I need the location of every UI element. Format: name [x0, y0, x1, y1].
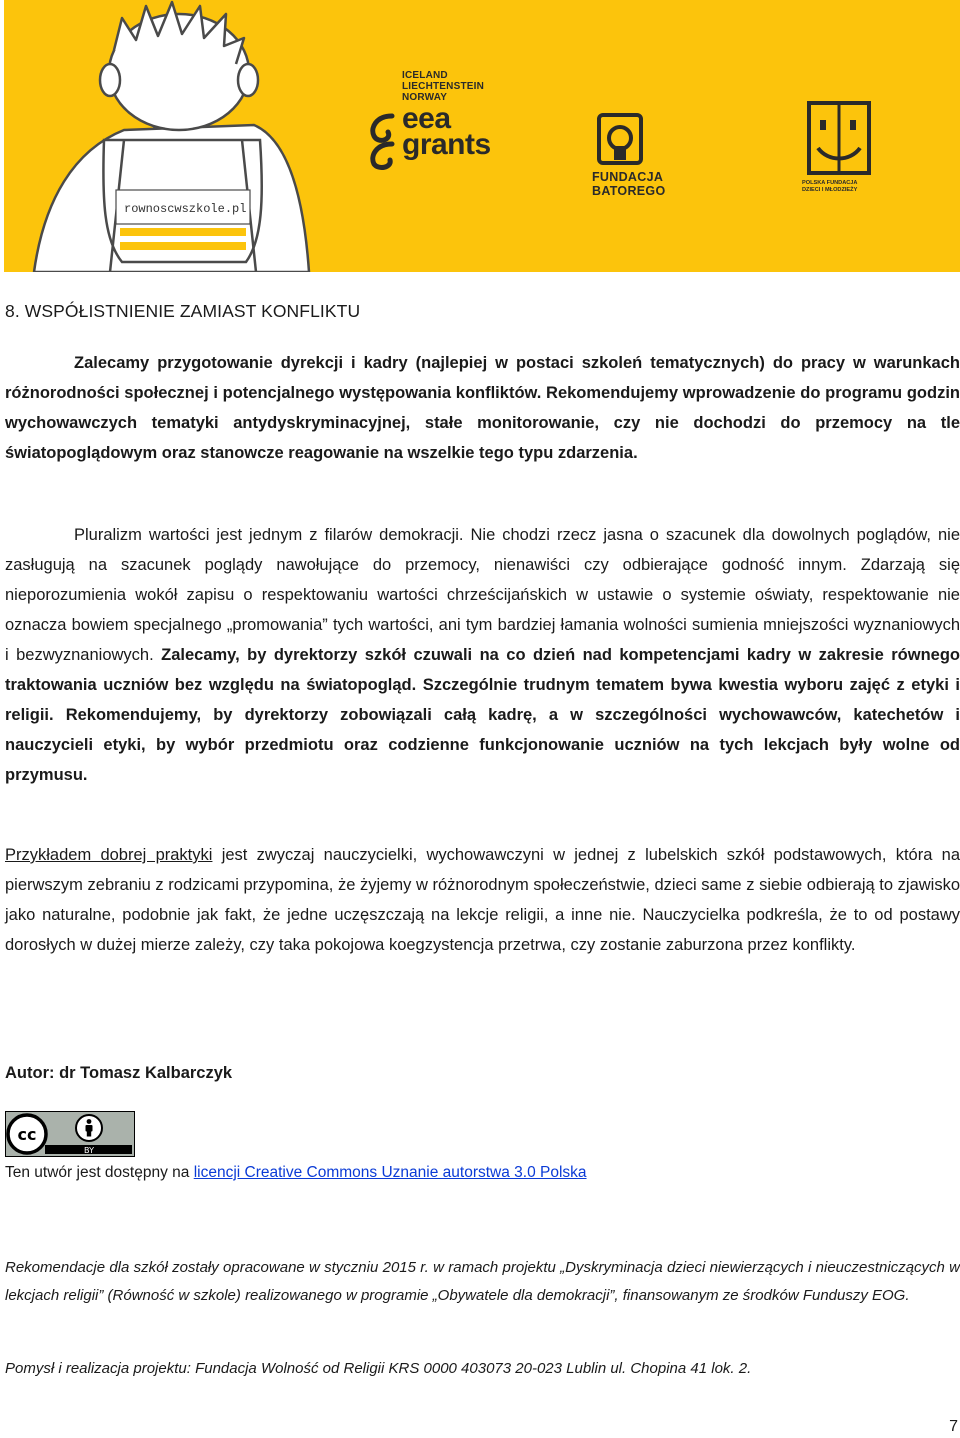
eea-words: eea grants: [402, 102, 491, 161]
paragraph-pluralism-text: Pluralizm wartości jest jednym z filarów demokracji. Nie chodzi rzecz jasna o szacunek dla dowolnych poglądów, nie zasługują na szacunek poglądy nawołujące do przemocy, nienawiści czy odbierające godność innym. Zdarzają się nieporozumienia wokół zapisu o respektowaniu wartości chrześcijańskich w ustawie o systemie oświaty, respektowanie nie oznacza bowiem specjalnego „promowania” tych wartości, ani tym bardziej łamania wolności sumienia mniejszości wyznaniowych i bezwyznaniowych.: [5, 526, 960, 664]
paragraph-recommendation-text: Zalecamy przygotowanie dyrekcji i kadry (najlepiej w postaci szkoleń tematycznych) do pracy w warunkach różnorodności społecznej i potencjalnego występowania konfliktów. Rekomendujemy wprowadzenie do programu godzin wychowawczych tematyki antydyskryminacyjnej, stałe monitorowanie, czy nie dochodzi do przemocy na tle światopoglądowym oraz stanowcze reagowanie na wszelkie tego typu zdarzenia.: [5, 354, 960, 462]
good-practice-text: jest zwyczaj nauczycielki, wychowawczyni w jednej z lubelskich szkół podstawowych, która na pierwszym zebraniu z rodzicami przypomina, że żyjemy w różnorodnym społeczeństwie, dzieci same z siebie odbierają to zjawisko jako naturalne, podobnie jak fakt, że jedne uczęszczają na lekcje religii, a inne nie. Nauczycielka podkreśla, że to od postawy dorosłych w dużej mierze zależy, czy taka pokojowa koegzystencja przetrwa, czy zostanie zaburzona przez konflikty.: [5, 846, 960, 954]
pfdm-logo: [804, 100, 874, 210]
cc-icon: cc: [17, 1125, 37, 1144]
license-link[interactable]: licencji Creative Commons Uznanie autorstwa 3.0 Polska: [193, 1164, 587, 1181]
header-banner: [4, 0, 960, 272]
author-line: Autor: dr Tomasz Kalbarczyk: [5, 1064, 233, 1082]
license-line: [5, 1162, 587, 1184]
batory-emblem-icon: [596, 112, 644, 166]
pfdm-label: POLSKA FUNDACJA DZIECI I MŁODZIEŻY: [802, 180, 858, 193]
project-footnote: Rekomendacje dla szkół zostały opracowane w styczniu 2015 r. w ramach projektu „Dyskryminacja dzieci niewierzących i nieuczestniczących w lekcjach religii” (Równość w szkole) realizowanego w programie „Obywatele dla demokracji”, finansowanym ze środków Funduszy EOG.: [5, 1259, 960, 1304]
eea-countries: ICELAND LIECHTENSTEIN NORWAY: [402, 70, 485, 103]
batory-label: FUNDACJA BATOREGO: [592, 170, 666, 198]
fundacja-batorego-logo: [592, 112, 682, 202]
page-number: 7: [949, 1418, 958, 1435]
project-credit: Pomysł i realizacja projektu: Fundacja Wolność od Religii KRS 0000 403073 20-023 Lublin ul. Chopina 41 lok. 2.: [5, 1360, 752, 1377]
eea-grants-mark-icon: [366, 110, 398, 170]
cc-by-badge[interactable]: [5, 1111, 135, 1157]
good-practice-label: Przykładem dobrej praktyki: [5, 846, 213, 864]
paragraph-pluralism: [5, 520, 960, 790]
paragraph-recommendation: [5, 348, 960, 468]
site-label: rownoscwszkole.pl: [124, 202, 247, 216]
eea-grants-logo: [366, 70, 506, 200]
license-prefix: Ten utwór jest dostępny na: [5, 1164, 190, 1181]
section-heading: 8. WSPÓŁISTNIENIE ZAMIAST KONFLIKTU: [5, 301, 361, 321]
paragraph-good-practice: [5, 840, 960, 960]
pfdm-emblem-icon: [806, 100, 872, 176]
paragraph-pluralism-bold: Zalecamy, by dyrektorzy szkół czuwali na co dzień nad kompetencjami kadry w zakresie równego traktowania uczniów bez względu na światopogląd. Szczególnie trudnym tematem bywa kwestia wyboru zajęć z etyki i religii. Rekomendujemy, by dyrektorzy zobowiązali całą kadrę, a w szczególności wychowawców, katechetów i nauczycieli etyki, by wybór przedmiotu oraz codzienne funkcjonowanie uczniów na tych lekcjach były wolne od przymusu.: [5, 646, 960, 784]
student-illustration: [4, 0, 334, 272]
by-label: BY: [84, 1146, 94, 1155]
